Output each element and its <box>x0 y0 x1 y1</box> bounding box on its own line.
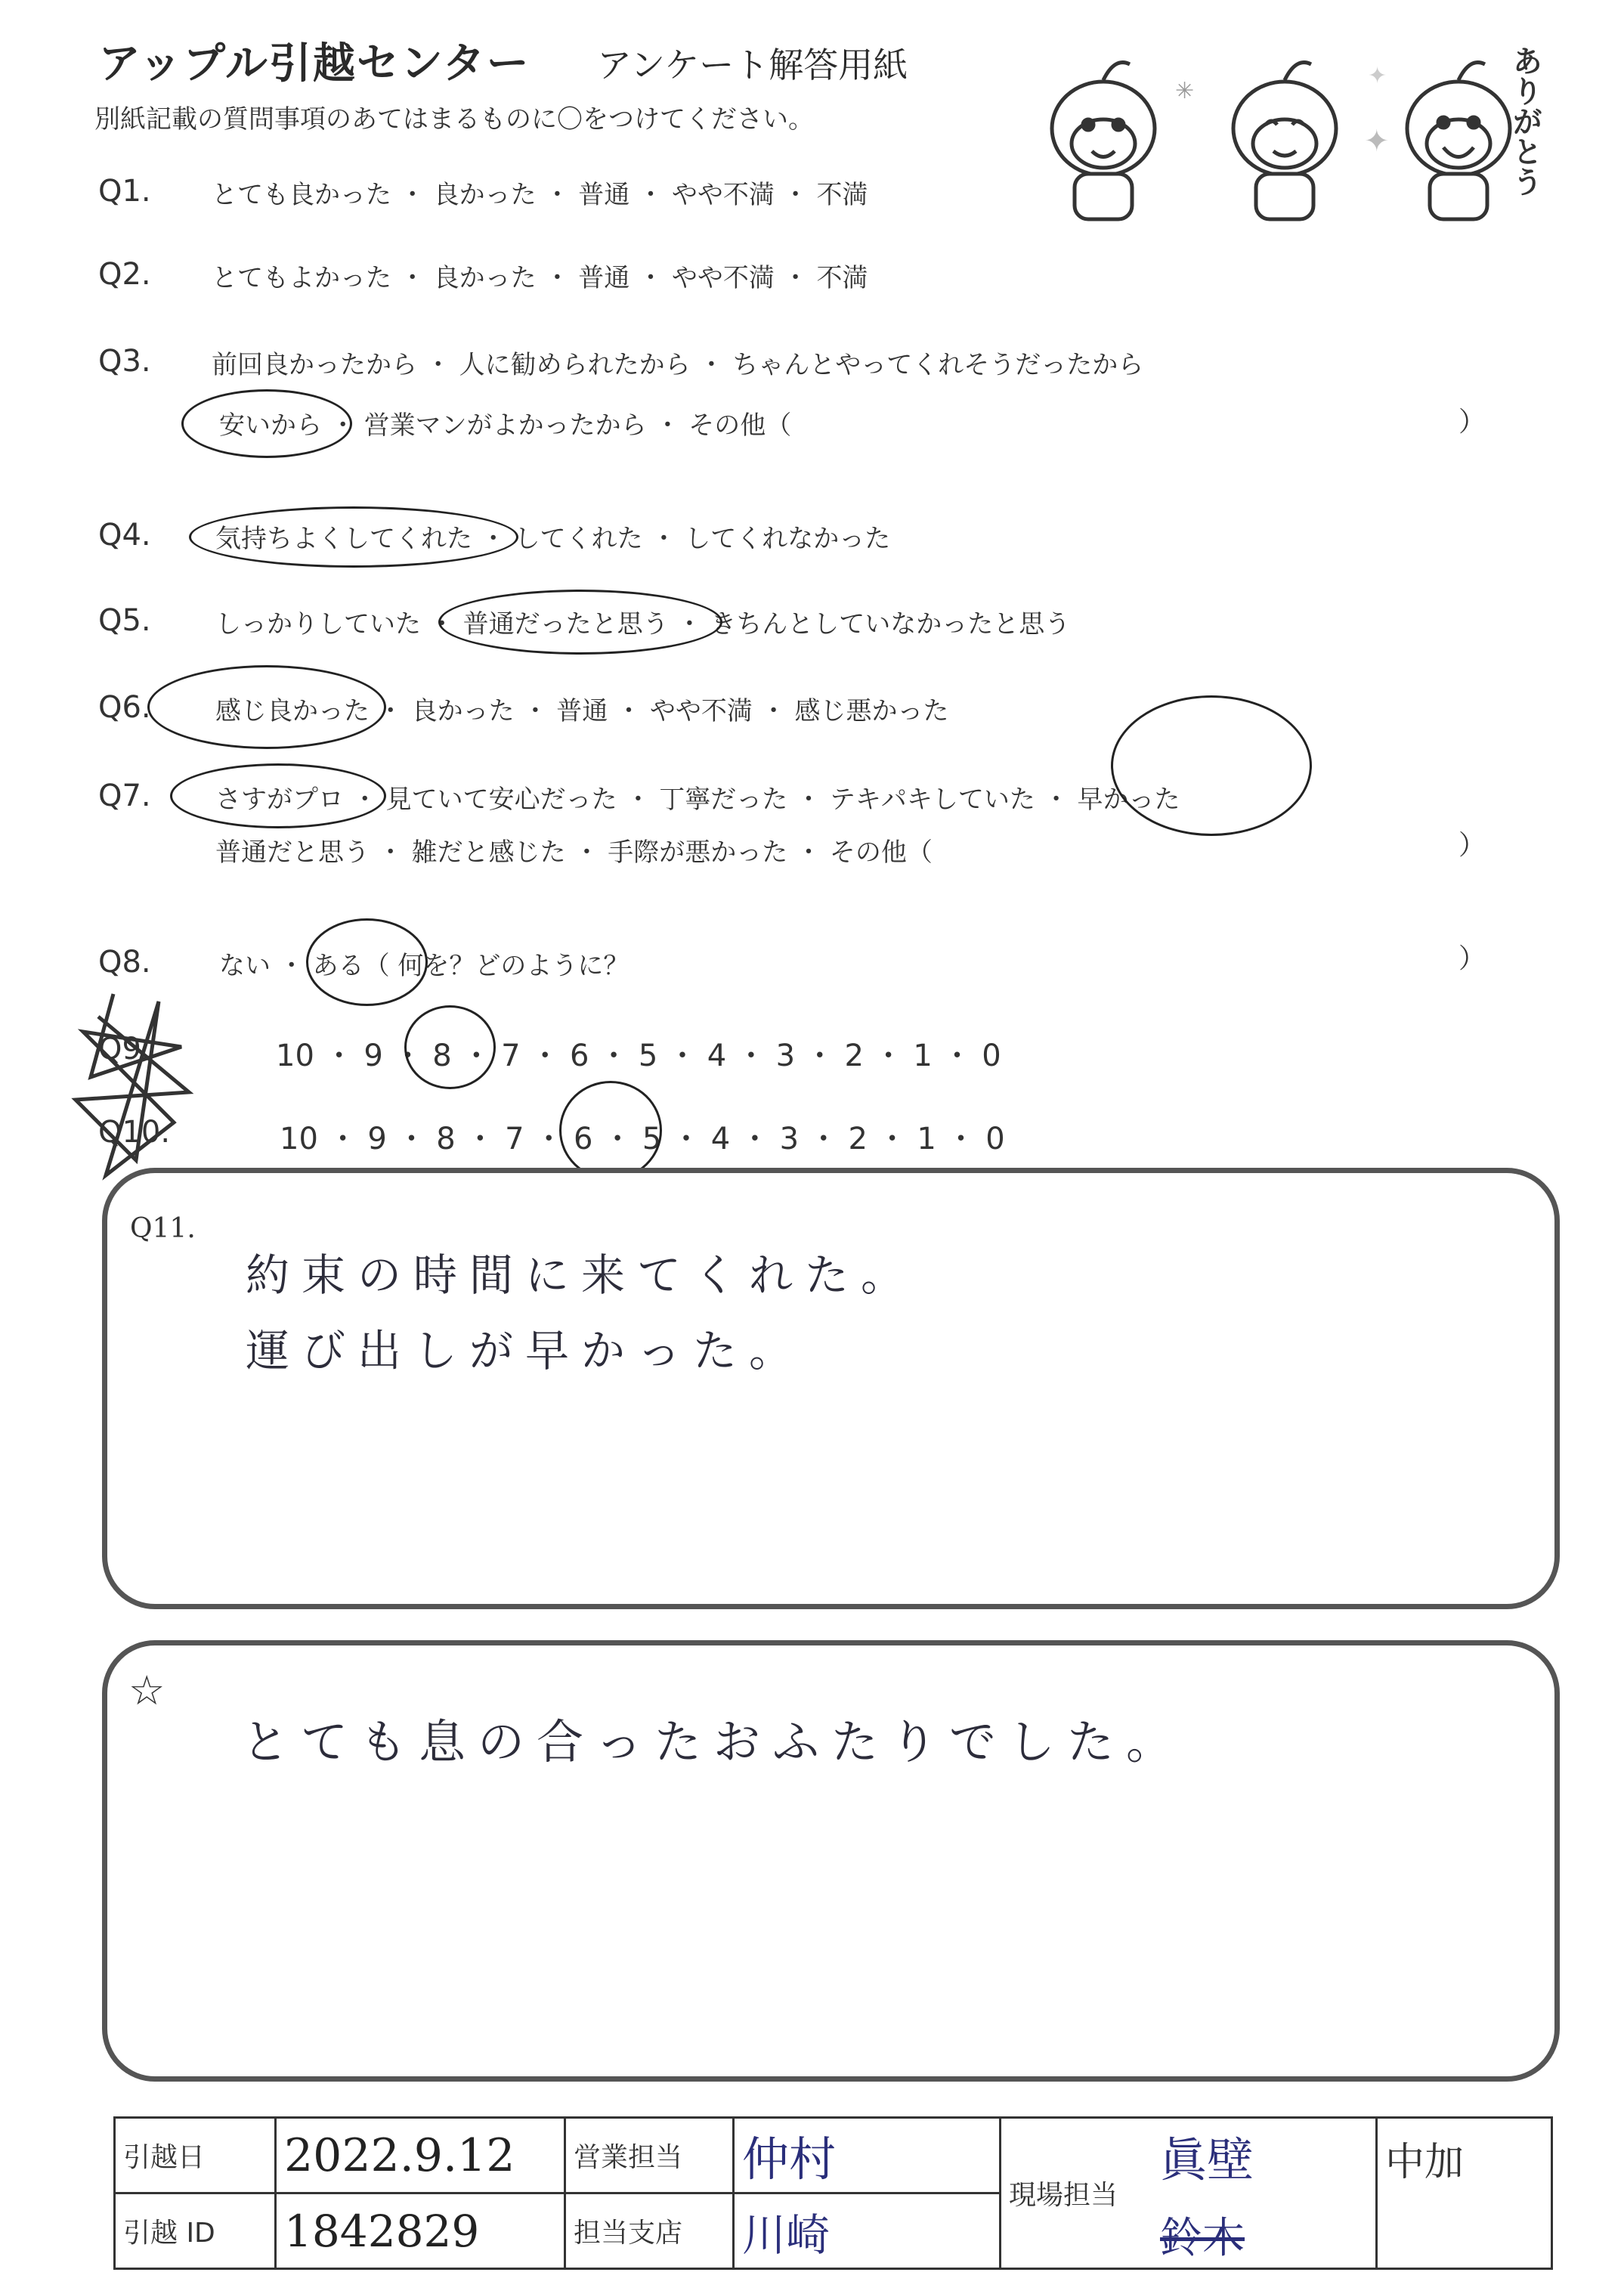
q11-label: Q11. <box>130 1213 196 1244</box>
move-id-label: 引越 ID <box>115 2193 276 2269</box>
q2-options: とてもよかった ・ 良かった ・ 普通 ・ やや不満 ・ 不満 <box>212 263 868 293</box>
move-date-handwritten: 2022.9.12 <box>284 2128 515 2182</box>
q3-number: Q3. <box>98 344 151 379</box>
site-staff-handwritten-2: 鈴木 <box>1160 2214 1245 2263</box>
site-staff-label-text: 現場担当 <box>1009 2180 1118 2211</box>
star-label: ☆ <box>128 1667 165 1714</box>
sparkle-icon: ✦ <box>1364 124 1390 159</box>
q9-number: Q9. <box>98 1032 151 1067</box>
extra-staff-handwritten: 中加 <box>1385 2140 1465 2185</box>
q1-number: Q1. <box>98 174 151 209</box>
q7-number: Q7. <box>98 779 151 813</box>
mascot-icon <box>1052 63 1155 219</box>
scribble-mark <box>68 986 204 1183</box>
company-title: アップル引越センター <box>98 39 531 88</box>
q4-number: Q4. <box>98 518 151 553</box>
q8-close-paren: ） <box>1459 943 1486 974</box>
sales-rep-label: 営業担当 <box>565 2118 734 2193</box>
branch-label: 担当支店 <box>565 2193 734 2269</box>
site-staff-label <box>1001 2118 1153 2269</box>
mascot-icon <box>1233 63 1336 219</box>
q11-handwritten-line2: 運び出しが早かった。 <box>246 1325 806 1376</box>
star-handwritten-comment: とても息の合ったおふたりでした。 <box>242 1714 1186 1769</box>
q8-number: Q8. <box>98 945 151 980</box>
sales-rep-handwritten: 仲村 <box>742 2131 837 2187</box>
footer-info-table <box>113 2116 1553 2270</box>
q4-options: 気持ちよくしてくれた ・ してくれた ・ してくれなかった <box>215 524 891 554</box>
instructions: 別紙記載の質問事項のあてはまるものに〇をつけてください。 <box>94 104 814 135</box>
mascot-icon <box>1407 63 1510 219</box>
q7-options-line2: 普通だと思う ・ 雑だと感じた ・ 手際が悪かった ・ その他（ <box>215 837 933 868</box>
q6-options: 感じ良かった ・ 良かった ・ 普通 ・ やや不満 ・ 感じ悪かった <box>215 696 949 726</box>
q2-number: Q2. <box>98 257 151 292</box>
sparkle-icon: ✦ <box>1368 63 1387 89</box>
q3-close-paren: ） <box>1459 407 1486 438</box>
q8-options: ない ・ ある（ 何を？どのように？ <box>219 951 629 981</box>
site-staff-value <box>1152 2118 1377 2269</box>
q5-number: Q5. <box>98 603 151 638</box>
branch-value <box>734 2193 1001 2269</box>
thanks-text: ありがとう <box>1508 45 1542 197</box>
q10-scale: 10 ・ 9 ・ 8 ・ 7 ・ 6 ・ 5 ・ 4 ・ 3 ・ 2 ・ 1 ・ 0 <box>280 1122 1005 1156</box>
sparkle-icon: ✳ <box>1175 78 1195 104</box>
move-id-value <box>276 2193 565 2269</box>
move-date-value <box>276 2118 565 2193</box>
site-staff-handwritten-1: 眞壁 <box>1160 2132 1254 2187</box>
move-id-handwritten: 1842829 <box>284 2205 480 2257</box>
q6-number: Q6. <box>98 690 151 725</box>
q11-handwritten-line1: 約束の時間に来てくれた。 <box>246 1249 917 1301</box>
q11-comment-box <box>102 1168 1560 1609</box>
q7-options-line1: さすがプロ ・ 見ていて安心だった ・ 丁寧だった ・ テキパキしていた ・ 早かった <box>215 785 1180 815</box>
branch-handwritten: 川崎 <box>742 2209 831 2261</box>
sales-rep-value <box>734 2118 1001 2193</box>
q1-options: とても良かった ・ 良かった ・ 普通 ・ やや不満 ・ 不満 <box>212 180 868 210</box>
q3-options-line1: 前回良かったから ・ 人に勧められたから ・ ちゃんとやってくれそうだったから <box>212 350 1144 380</box>
move-date-label: 引越日 <box>115 2118 276 2193</box>
q10-number: Q10. <box>98 1115 171 1150</box>
q9-scale: 10 ・ 9 ・ 8 ・ 7 ・ 6 ・ 5 ・ 4 ・ 3 ・ 2 ・ 1 ・ 0 <box>276 1039 1001 1073</box>
form-subtitle: アンケート解答用紙 <box>597 45 908 85</box>
q3-options-line2: 安いから ・ 営業マンがよかったから ・ その他（ <box>219 410 792 441</box>
extra-staff-value <box>1377 2118 1552 2269</box>
q7-close-paren: ） <box>1459 830 1486 861</box>
q5-options: しっかりしていた ・ 普通だったと思う ・ きちんとしていなかったと思う <box>215 609 1071 639</box>
